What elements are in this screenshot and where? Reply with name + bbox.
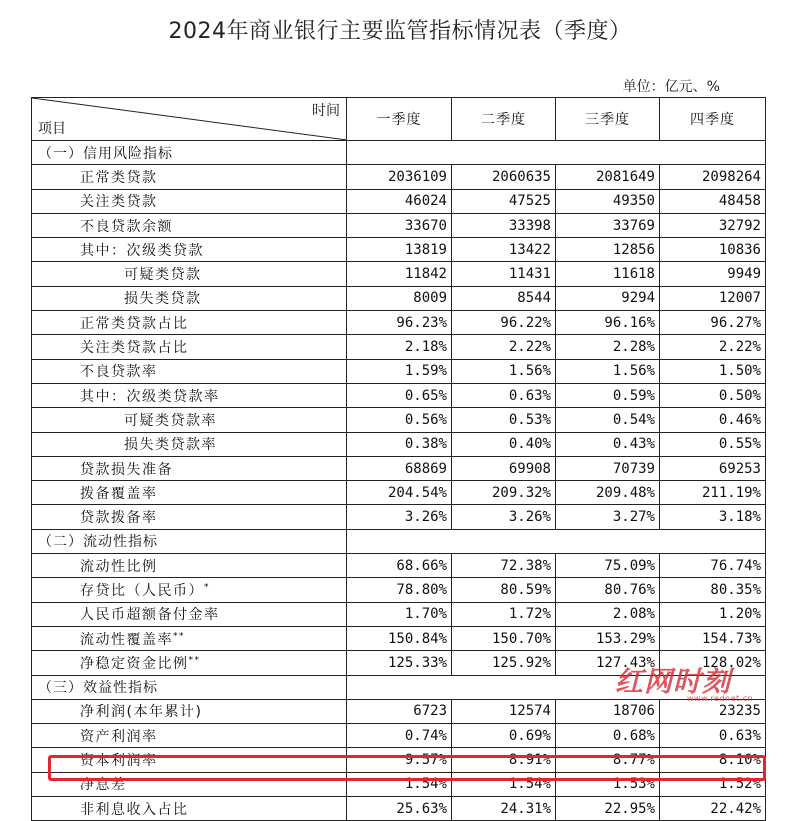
section-row — [32, 529, 766, 553]
row-label-text: （三）效益性指标 — [38, 680, 158, 697]
row-label-text: 流动性覆盖率 — [80, 631, 173, 648]
footnote-mark: ** — [188, 655, 201, 666]
table-row — [32, 286, 766, 310]
value-cell-q4: 1.52% — [660, 772, 766, 796]
column-header-q1: 一季度 — [347, 98, 452, 141]
value-cell-q1: 25.63% — [347, 797, 452, 821]
table-row — [32, 554, 766, 578]
corner-header-cell — [32, 98, 347, 141]
indicator-table — [31, 97, 766, 821]
value-cell-q1: 33670 — [347, 213, 452, 237]
value-cell-q2: 2.22% — [452, 335, 556, 359]
row-label-text: 关注类贷款占比 — [80, 340, 189, 357]
row-label-text: 资产利润率 — [80, 728, 158, 745]
table-row — [32, 408, 766, 432]
corner-item-label: 项目 — [38, 121, 66, 137]
row-label — [32, 311, 347, 335]
row-label-text: 流动性比例 — [80, 558, 158, 575]
value-cell-q2: 0.40% — [452, 432, 556, 456]
row-label — [32, 238, 347, 262]
value-cell-q2: 2060635 — [452, 165, 556, 189]
unit-label: 单位：亿元、% — [622, 79, 720, 95]
value-cell-q2: 1.56% — [452, 359, 556, 383]
value-cell-q4: 10836 — [660, 238, 766, 262]
table-row — [32, 481, 766, 505]
row-label — [32, 286, 347, 310]
value-cell-q3: 2.08% — [556, 602, 660, 626]
row-label — [32, 651, 347, 675]
value-cell-q4: 1.50% — [660, 359, 766, 383]
value-cell-q2: 8544 — [452, 286, 556, 310]
column-header-q3: 三季度 — [556, 98, 660, 141]
value-cell-q3: 96.16% — [556, 311, 660, 335]
section-title — [32, 529, 347, 553]
row-label-text: 贷款拨备率 — [80, 510, 158, 527]
value-cell-q1: 9.57% — [347, 748, 452, 772]
section-blank-cell — [347, 141, 766, 165]
value-cell-q4: 0.46% — [660, 408, 766, 432]
value-cell-q4: 80.35% — [660, 578, 766, 602]
row-label — [32, 213, 347, 237]
row-label — [32, 602, 347, 626]
value-cell-q4: 76.74% — [660, 554, 766, 578]
row-label-text: （二）流动性指标 — [38, 534, 158, 551]
value-cell-q2: 13422 — [452, 238, 556, 262]
row-label — [32, 383, 347, 407]
table-row — [32, 626, 766, 650]
value-cell-q2: 0.53% — [452, 408, 556, 432]
value-cell-q1: 96.23% — [347, 311, 452, 335]
value-cell-q2: 150.70% — [452, 626, 556, 650]
row-label-text: 其中：次级类贷款 — [80, 242, 204, 259]
value-cell-q4: 22.42% — [660, 797, 766, 821]
table-row — [32, 602, 766, 626]
row-label-text: 关注类贷款 — [80, 194, 158, 211]
value-cell-q1: 46024 — [347, 189, 452, 213]
value-cell-q4: 211.19% — [660, 481, 766, 505]
value-cell-q4: 2.22% — [660, 335, 766, 359]
row-label-text: 不良贷款余额 — [80, 218, 173, 235]
value-cell-q2: 72.38% — [452, 554, 556, 578]
table-row — [32, 505, 766, 529]
value-cell-q3: 8.77% — [556, 748, 660, 772]
value-cell-q1: 68.66% — [347, 554, 452, 578]
section-title — [32, 675, 347, 699]
value-cell-q4: 3.18% — [660, 505, 766, 529]
row-label — [32, 797, 347, 821]
value-cell-q4: 2098264 — [660, 165, 766, 189]
value-cell-q3: 0.43% — [556, 432, 660, 456]
column-header-q4: 四季度 — [660, 98, 766, 141]
row-label — [32, 554, 347, 578]
row-label-text: 净稳定资金比例 — [80, 655, 189, 672]
value-cell-q1: 13819 — [347, 238, 452, 262]
column-header-q2: 二季度 — [452, 98, 556, 141]
row-label — [32, 335, 347, 359]
value-cell-q3: 1.56% — [556, 359, 660, 383]
value-cell-q2: 0.69% — [452, 724, 556, 748]
value-cell-q3: 12856 — [556, 238, 660, 262]
row-label-text: 人民币超额备付金率 — [80, 607, 220, 624]
value-cell-q4: 9949 — [660, 262, 766, 286]
value-cell-q3: 0.59% — [556, 383, 660, 407]
value-cell-q4: 96.27% — [660, 311, 766, 335]
section-blank-cell — [347, 529, 766, 553]
value-cell-q2: 0.63% — [452, 383, 556, 407]
value-cell-q1: 11842 — [347, 262, 452, 286]
table-row — [32, 797, 766, 821]
row-label — [32, 724, 347, 748]
value-cell-q3: 9294 — [556, 286, 660, 310]
watermark-url: www.rednet.cn — [687, 694, 754, 703]
value-cell-q1: 8009 — [347, 286, 452, 310]
value-cell-q3: 75.09% — [556, 554, 660, 578]
table-row — [32, 456, 766, 480]
row-label — [32, 505, 347, 529]
row-label — [32, 408, 347, 432]
value-cell-q2: 1.54% — [452, 772, 556, 796]
value-cell-q1: 78.80% — [347, 578, 452, 602]
value-cell-q4: 12007 — [660, 286, 766, 310]
value-cell-q3: 0.54% — [556, 408, 660, 432]
value-cell-q1: 0.74% — [347, 724, 452, 748]
table-row — [32, 213, 766, 237]
value-cell-q1: 125.33% — [347, 651, 452, 675]
value-cell-q4: 0.50% — [660, 383, 766, 407]
value-cell-q3: 3.27% — [556, 505, 660, 529]
row-label-text: 净息差 — [80, 777, 127, 794]
value-cell-q1: 0.56% — [347, 408, 452, 432]
table-row — [32, 383, 766, 407]
value-cell-q2: 24.31% — [452, 797, 556, 821]
table-row — [32, 238, 766, 262]
value-cell-q4: 0.55% — [660, 432, 766, 456]
value-cell-q2: 12574 — [452, 699, 556, 723]
table-row — [32, 165, 766, 189]
value-cell-q3: 2081649 — [556, 165, 660, 189]
value-cell-q4: 32792 — [660, 213, 766, 237]
value-cell-q3: 127.43% — [556, 651, 660, 675]
row-label — [32, 626, 347, 650]
table-row — [32, 335, 766, 359]
value-cell-q3: 70739 — [556, 456, 660, 480]
value-cell-q2: 33398 — [452, 213, 556, 237]
row-label — [32, 165, 347, 189]
value-cell-q4: 128.02% — [660, 651, 766, 675]
table-row — [32, 724, 766, 748]
row-label — [32, 578, 347, 602]
row-label-text: 不良贷款率 — [80, 364, 158, 381]
row-label-text: 非利息收入占比 — [80, 801, 189, 818]
table-row — [32, 578, 766, 602]
value-cell-q1: 0.38% — [347, 432, 452, 456]
row-label — [32, 481, 347, 505]
value-cell-q2: 8.91% — [452, 748, 556, 772]
row-label-text: 正常类贷款 — [80, 169, 158, 186]
table-body — [32, 141, 766, 821]
value-cell-q1: 0.65% — [347, 383, 452, 407]
value-cell-q2: 96.22% — [452, 311, 556, 335]
row-label-text: 可疑类贷款率 — [124, 412, 217, 429]
value-cell-q3: 18706 — [556, 699, 660, 723]
value-cell-q2: 69908 — [452, 456, 556, 480]
row-label — [32, 262, 347, 286]
row-label — [32, 359, 347, 383]
row-label-text: 存贷比（人民币） — [80, 582, 204, 599]
value-cell-q4: 154.73% — [660, 626, 766, 650]
footnote-mark: * — [204, 582, 210, 593]
value-cell-q1: 1.70% — [347, 602, 452, 626]
page-title: 2024年商业银行主要监管指标情况表（季度） — [168, 19, 632, 44]
value-cell-q1: 150.84% — [347, 626, 452, 650]
value-cell-q3: 11618 — [556, 262, 660, 286]
row-label-text: 可疑类贷款 — [124, 267, 202, 284]
value-cell-q4: 1.20% — [660, 602, 766, 626]
value-cell-q3: 209.48% — [556, 481, 660, 505]
value-cell-q3: 2.28% — [556, 335, 660, 359]
row-label-text: 损失类贷款 — [124, 291, 202, 308]
value-cell-q1: 1.54% — [347, 772, 452, 796]
value-cell-q2: 209.32% — [452, 481, 556, 505]
watermark-text: 红网时刻 — [615, 665, 732, 698]
value-cell-q3: 22.95% — [556, 797, 660, 821]
section-title — [32, 141, 347, 165]
row-label-text: 贷款损失准备 — [80, 461, 173, 478]
table-row — [32, 359, 766, 383]
value-cell-q2: 80.59% — [452, 578, 556, 602]
row-label-text: 净利润(本年累计) — [80, 704, 203, 721]
section-row — [32, 141, 766, 165]
value-cell-q1: 2036109 — [347, 165, 452, 189]
row-label-text: 拨备覆盖率 — [80, 485, 158, 502]
value-cell-q2: 11431 — [452, 262, 556, 286]
value-cell-q1: 6723 — [347, 699, 452, 723]
footnote-mark: ** — [173, 630, 185, 641]
value-cell-q3: 153.29% — [556, 626, 660, 650]
value-cell-q4: 69253 — [660, 456, 766, 480]
value-cell-q1: 1.59% — [347, 359, 452, 383]
value-cell-q3: 49350 — [556, 189, 660, 213]
value-cell-q1: 204.54% — [347, 481, 452, 505]
row-label — [32, 189, 347, 213]
value-cell-q1: 2.18% — [347, 335, 452, 359]
row-label — [32, 456, 347, 480]
value-cell-q2: 3.26% — [452, 505, 556, 529]
row-label-text: 其中：次级类贷款率 — [80, 388, 220, 405]
value-cell-q3: 33769 — [556, 213, 660, 237]
row-label-text: 损失类贷款率 — [124, 437, 217, 454]
table-row — [32, 262, 766, 286]
corner-time-label: 时间 — [312, 103, 340, 119]
row-label-text: （一）信用风险指标 — [38, 145, 173, 162]
value-cell-q1: 68869 — [347, 456, 452, 480]
row-label-text: 正常类贷款占比 — [80, 315, 189, 332]
table-row — [32, 432, 766, 456]
value-cell-q4: 23235 — [660, 699, 766, 723]
watermark-logo — [615, 660, 775, 708]
table-row — [32, 311, 766, 335]
value-cell-q3: 1.53% — [556, 772, 660, 796]
value-cell-q2: 47525 — [452, 189, 556, 213]
table-row — [32, 189, 766, 213]
value-cell-q4: 8.10% — [660, 748, 766, 772]
highlight-box — [48, 755, 766, 781]
value-cell-q3: 80.76% — [556, 578, 660, 602]
value-cell-q1: 3.26% — [347, 505, 452, 529]
table-header-row — [32, 98, 766, 141]
diagonal-line — [32, 98, 347, 140]
value-cell-q4: 48458 — [660, 189, 766, 213]
row-label — [32, 699, 347, 723]
value-cell-q3: 0.68% — [556, 724, 660, 748]
row-label — [32, 432, 347, 456]
value-cell-q2: 1.72% — [452, 602, 556, 626]
value-cell-q4: 0.63% — [660, 724, 766, 748]
value-cell-q2: 125.92% — [452, 651, 556, 675]
row-label-text: 资本利润率 — [80, 753, 158, 770]
